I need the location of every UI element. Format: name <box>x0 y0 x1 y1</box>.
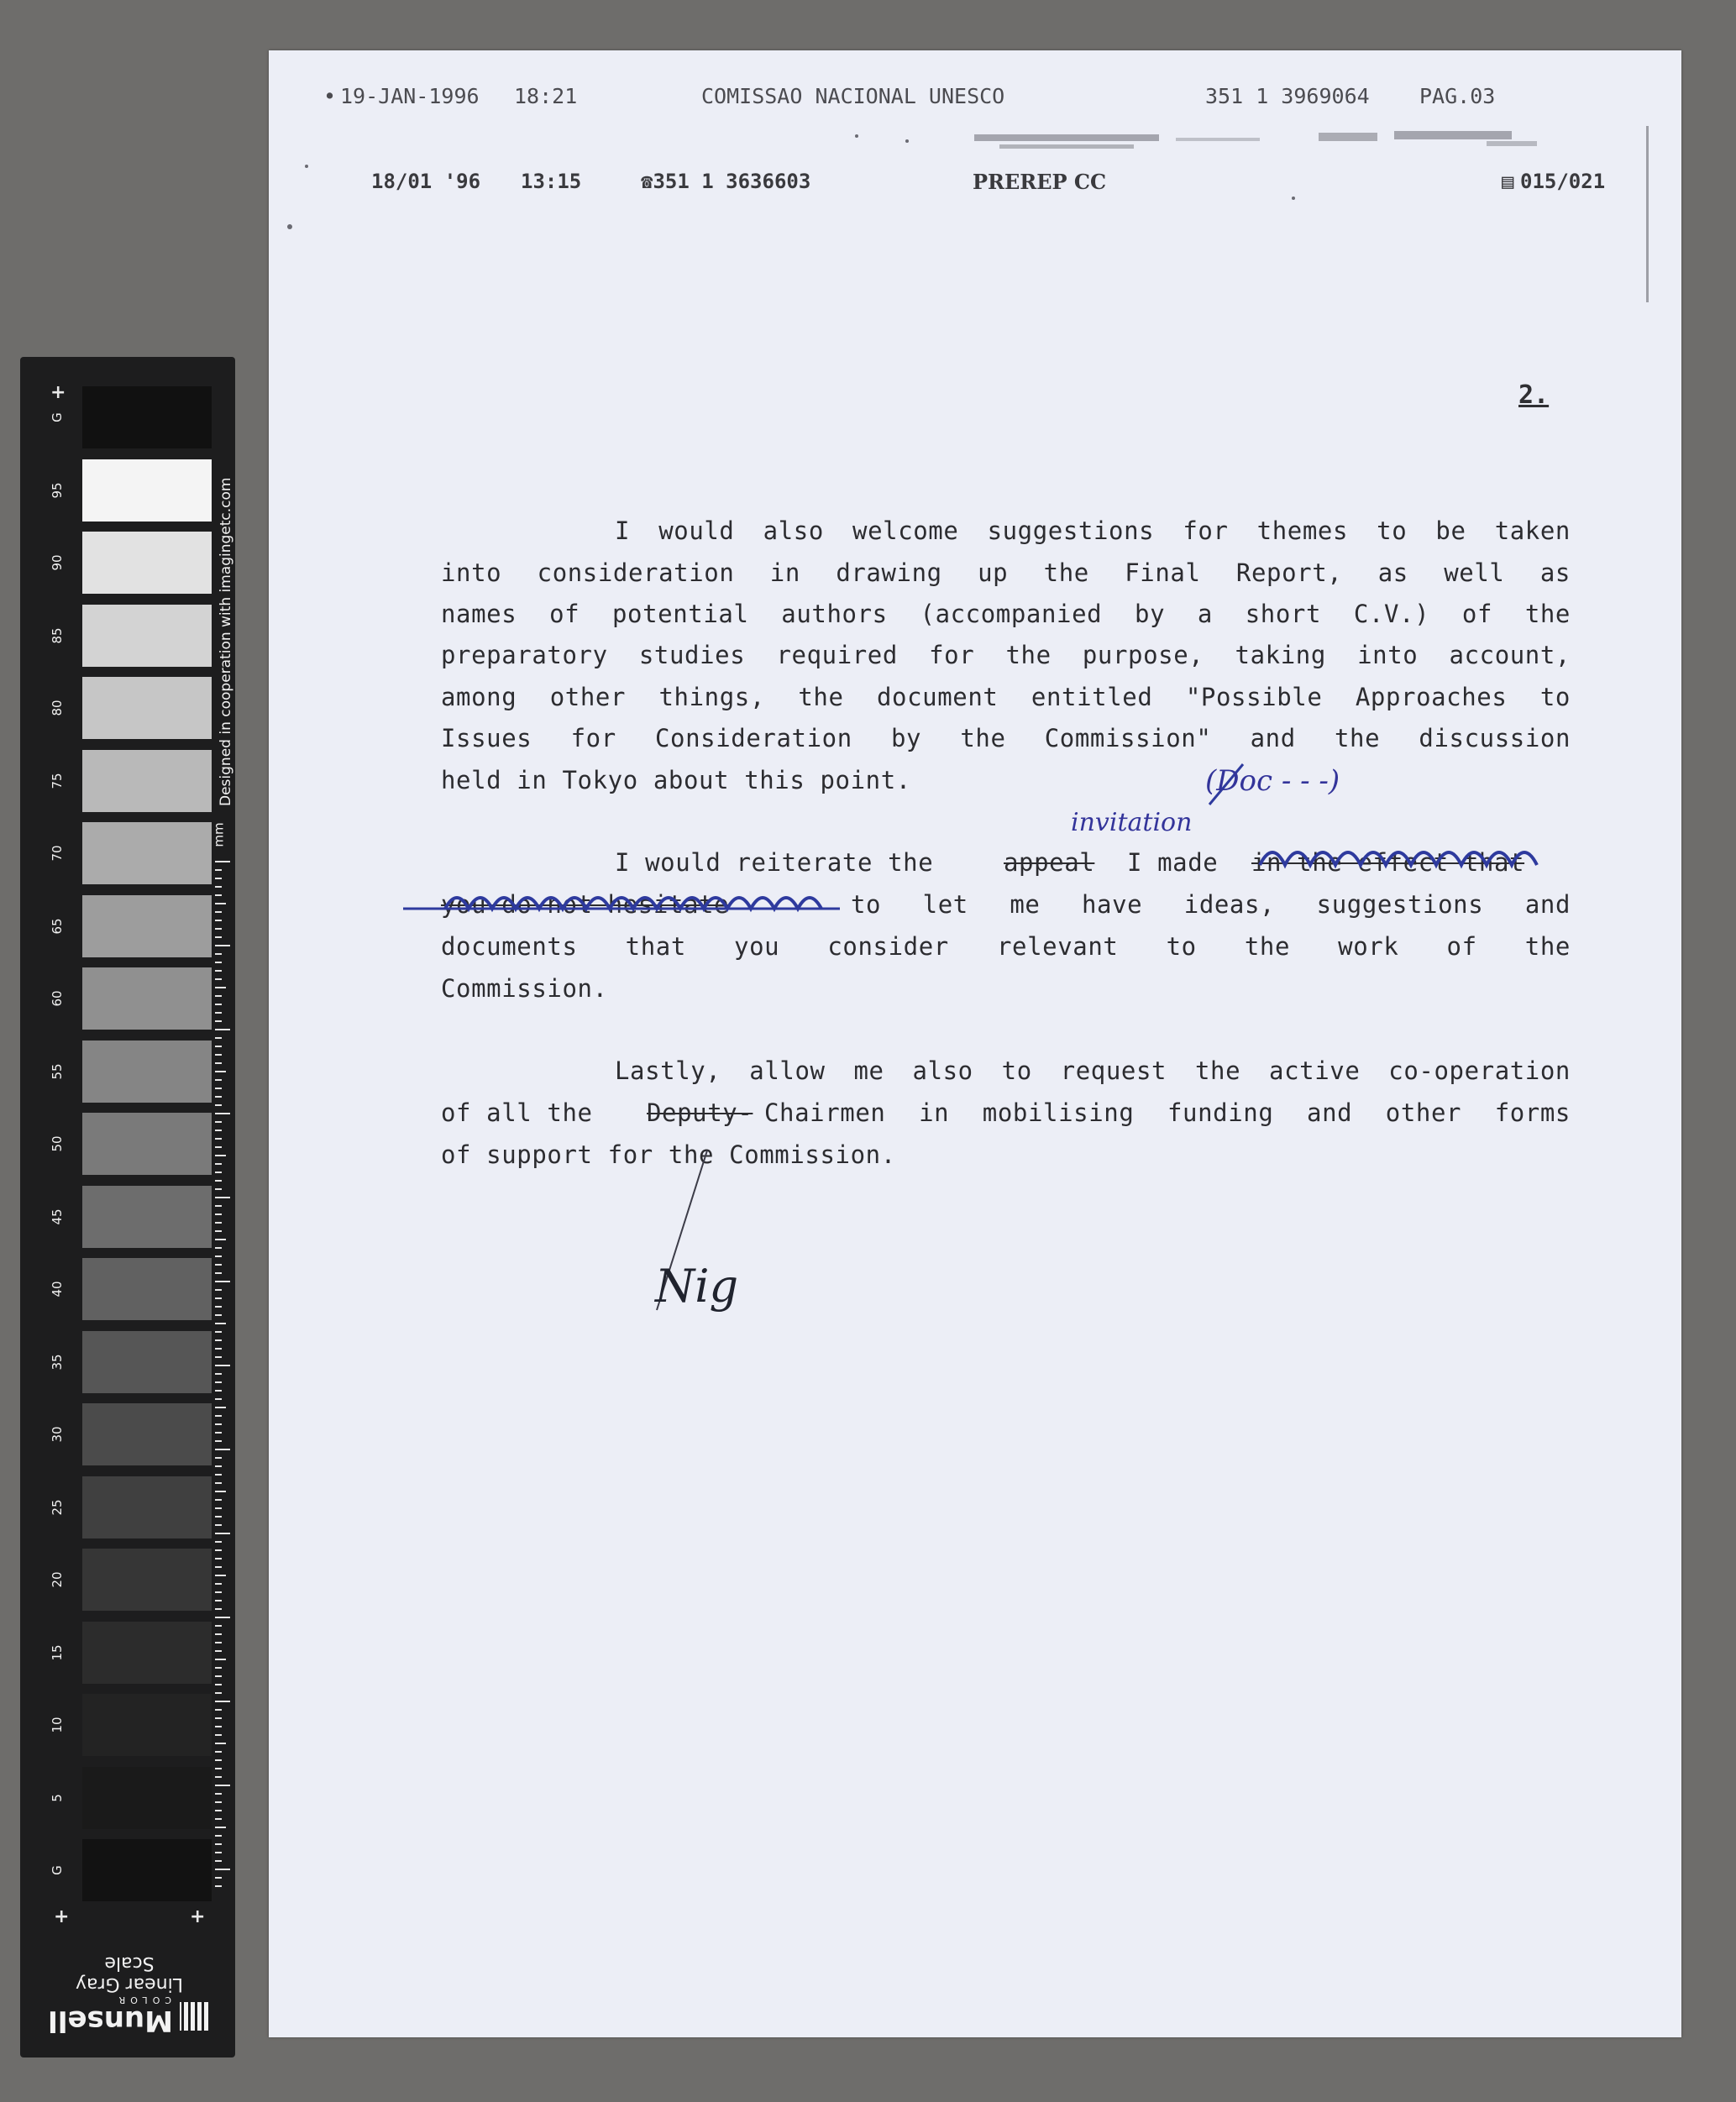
ruler-tick <box>215 1768 222 1769</box>
ruler-tick <box>215 1617 230 1618</box>
header-bullet: • <box>323 84 337 108</box>
paragraph-line-start: of all the <box>441 1098 593 1127</box>
ruler-tick <box>215 1625 222 1627</box>
ruler-tick <box>215 1743 226 1744</box>
ruler-tick <box>215 1079 222 1081</box>
fax-page-indicator: PAG.03 <box>1419 84 1496 108</box>
gray-swatch-label: 35 <box>50 1353 65 1371</box>
paragraph-line: among other things, the document entitled "Possible Approaches to <box>441 683 1571 711</box>
ruler-tick <box>215 1507 222 1509</box>
struck-phrase: you do not hesitate <box>441 890 730 919</box>
ruler-tick <box>215 1877 222 1879</box>
ruler-tick <box>215 1516 222 1518</box>
ruler-tick <box>215 861 230 862</box>
ruler-tick <box>215 1566 222 1568</box>
ruler-tick <box>215 1071 226 1072</box>
ruler-tick <box>215 1222 222 1224</box>
handwritten-bracket-note: (Doc - - -) <box>1205 764 1340 798</box>
ruler-tick <box>215 1541 222 1543</box>
scribble-strike <box>1260 852 1537 865</box>
ruler-tick <box>215 970 222 972</box>
ruler-tick <box>215 1398 222 1400</box>
plus-mark: + <box>50 382 66 403</box>
paragraph-line: documents that you consider relevant to the work of the <box>441 932 1571 961</box>
ruler-tick <box>215 1659 226 1660</box>
ruler-unit-label: mm <box>211 822 227 847</box>
ruler-tick <box>215 978 222 980</box>
ruler-tick <box>215 1423 222 1425</box>
gray-swatch-label: 60 <box>50 990 65 1007</box>
struck-phrase: in the effect that <box>1251 848 1525 877</box>
paragraph-line: preparatory studies required for the purpose, taking into account, <box>441 641 1571 669</box>
fax-phone: 351 1 3969064 <box>1205 84 1370 108</box>
plus-mark: + <box>54 1906 70 1927</box>
ruler-tick <box>215 1701 230 1702</box>
ruler-tick <box>215 1297 222 1299</box>
paragraph-line: held in Tokyo about this point. <box>441 766 911 794</box>
gray-swatch <box>82 967 212 1030</box>
ruler-tick <box>215 1390 222 1392</box>
paragraph-line: I would also welcome suggestions for themes to be taken <box>615 516 1571 545</box>
ruler-tick <box>215 1331 222 1333</box>
ruler-tick <box>215 1213 222 1215</box>
ruler-tick <box>215 1146 222 1148</box>
ruler-tick <box>215 1062 222 1064</box>
ruler-tick <box>215 928 222 930</box>
gray-scale-title: Linear Gray Scale <box>76 1953 183 1995</box>
ruler-tick <box>215 936 222 938</box>
ruler-tick <box>215 1440 222 1442</box>
gray-swatch-label: 5 <box>50 1793 65 1802</box>
ruler-tick <box>215 1230 222 1232</box>
ruler-tick <box>215 1037 222 1039</box>
gray-swatch-label: G <box>50 1865 65 1875</box>
paragraph-line: Chairmen in mobilising funding and other forms <box>764 1098 1571 1127</box>
ruler-tick <box>215 945 230 946</box>
ruler-tick <box>215 1869 230 1870</box>
ruler-tick <box>215 1818 222 1820</box>
page-number: 2. <box>1518 380 1550 410</box>
ruler-tick <box>215 1575 226 1576</box>
ruler-tick <box>215 894 222 896</box>
ruler-tick <box>215 1642 222 1643</box>
ruler-tick <box>215 1272 222 1274</box>
ruler-tick <box>215 1759 222 1761</box>
ruler-tick <box>215 1348 222 1350</box>
gray-swatch <box>82 459 212 522</box>
mm-ruler <box>215 861 232 1890</box>
munsell-color-word: COLOR <box>113 1995 171 2005</box>
ruler-tick <box>215 1751 222 1753</box>
fax-date: 19-JAN-1996 <box>340 84 480 108</box>
ruler-tick <box>215 1465 222 1467</box>
gray-swatch <box>82 1403 212 1465</box>
paragraph-line-mid: I made <box>1127 848 1219 877</box>
ruler-tick <box>215 953 222 955</box>
gray-swatch-label: 30 <box>50 1426 65 1443</box>
fax-time: 18:21 <box>514 84 578 108</box>
gray-swatch <box>82 1767 212 1829</box>
fax-sender-2: PREREP CC <box>973 170 1107 194</box>
gray-swatch <box>82 1549 212 1611</box>
ruler-tick <box>215 1381 222 1383</box>
gray-swatch <box>82 677 212 739</box>
gray-swatch <box>82 1694 212 1756</box>
ruler-tick <box>215 1197 230 1198</box>
gray-swatch-label: 75 <box>50 772 65 789</box>
gray-swatch-label: 95 <box>50 481 65 499</box>
plus-mark: + <box>190 1906 206 1927</box>
ruler-tick <box>215 1020 222 1022</box>
ruler-tick <box>215 1130 222 1131</box>
gray-swatch-label: 15 <box>50 1643 65 1661</box>
ruler-tick <box>215 878 222 879</box>
paragraph-line: into consideration in drawing up the Final Report, as well as <box>441 558 1571 587</box>
handwritten-insertion: invitation <box>1071 808 1193 837</box>
gray-swatch-label: 50 <box>50 1135 65 1152</box>
gray-swatch <box>82 1041 212 1103</box>
ruler-tick <box>215 1860 222 1862</box>
struck-word: Deputy- <box>647 1098 753 1127</box>
gray-swatch-label: 90 <box>50 554 65 571</box>
ruler-tick <box>215 962 222 963</box>
ruler-tick <box>215 987 226 988</box>
ruler-tick <box>215 1591 222 1593</box>
gray-swatch-label: 80 <box>50 700 65 716</box>
ruler-tick <box>215 1499 222 1501</box>
gray-swatch-label: 10 <box>50 1717 65 1733</box>
ruler-tick <box>215 1239 226 1240</box>
ruler-tick <box>215 1054 222 1056</box>
ruler-tick <box>215 1172 222 1173</box>
ruler-tick <box>215 1264 222 1266</box>
paragraph-line: names of potential authors (accompanied by a short C.V.) of the <box>441 600 1571 628</box>
ruler-tick <box>215 1323 226 1324</box>
gray-swatch <box>82 1331 212 1393</box>
gray-swatch <box>82 1258 212 1320</box>
fax-page-icon: ▤ <box>1502 170 1514 193</box>
paragraph-line: Issues for Consideration by the Commission" and the discussion <box>441 724 1571 752</box>
gray-swatch-label: G <box>50 412 65 422</box>
ruler-tick <box>215 1088 222 1089</box>
ruler-tick <box>215 1012 222 1014</box>
ruler-tick <box>215 1684 222 1685</box>
fax-time-2: 13:15 <box>521 170 582 193</box>
paragraph-line: to let me have ideas, suggestions and <box>851 890 1571 919</box>
gray-swatch-label: 40 <box>50 1281 65 1297</box>
paragraph-line: Lastly, allow me also to request the active co-operation <box>615 1056 1571 1085</box>
ruler-tick <box>215 1180 222 1182</box>
gray-swatch <box>82 605 212 667</box>
ruler-tick <box>215 1188 222 1190</box>
gray-swatch-label: 20 <box>50 1571 65 1588</box>
ruler-tick <box>215 920 222 921</box>
ruler-tick <box>215 1314 222 1316</box>
struck-word: appeal <box>1004 848 1095 877</box>
ruler-tick <box>215 1407 226 1408</box>
gray-swatch <box>82 386 212 448</box>
scribble-strike <box>445 898 821 909</box>
ruler-tick <box>215 1692 222 1694</box>
gray-swatch <box>82 895 212 957</box>
designed-in-cooperation-text: Designed in cooperation with imagingetc.com <box>218 477 234 806</box>
gray-swatch-label: 45 <box>50 1208 65 1225</box>
gray-swatch <box>82 1839 212 1901</box>
ruler-tick <box>215 1717 222 1719</box>
ruler-tick <box>215 886 222 888</box>
ruler-tick <box>215 869 222 871</box>
gray-scale-card <box>20 357 235 2057</box>
gray-swatch-label: 55 <box>50 1062 65 1080</box>
ruler-tick <box>215 903 226 904</box>
ruler-tick <box>215 1675 222 1677</box>
munsell-grid-icon <box>180 2002 208 2031</box>
ruler-tick <box>215 1356 222 1358</box>
gray-swatch <box>82 1113 212 1175</box>
ruler-tick <box>215 1633 222 1635</box>
gray-swatch <box>82 532 212 594</box>
paragraph-line: Commission. <box>441 974 608 1003</box>
ruler-tick <box>215 1163 222 1165</box>
ruler-tick <box>215 1852 222 1853</box>
ruler-tick <box>215 1835 222 1837</box>
ruler-tick <box>215 1155 226 1156</box>
ruler-tick <box>215 1667 222 1669</box>
ruler-tick <box>215 1524 222 1526</box>
ruler-tick <box>215 1843 222 1845</box>
ruler-tick <box>215 1709 222 1711</box>
fax-phone-2: ☎351 1 3636603 <box>641 170 811 193</box>
ruler-tick <box>215 1482 222 1484</box>
ruler-tick <box>215 1449 230 1450</box>
gray-swatch-label: 25 <box>50 1498 65 1516</box>
ruler-tick <box>215 1474 222 1476</box>
ruler-tick <box>215 1096 222 1098</box>
ruler-tick <box>215 1457 222 1459</box>
ruler-tick <box>215 1776 222 1778</box>
ruler-tick <box>215 1046 222 1047</box>
ruler-tick <box>215 1205 222 1207</box>
ruler-tick <box>215 1247 222 1249</box>
ruler-tick <box>215 1432 222 1434</box>
ruler-tick <box>215 1491 226 1492</box>
ruler-tick <box>215 1339 222 1341</box>
ruler-tick <box>215 1583 222 1585</box>
ruler-tick <box>215 1415 222 1417</box>
ruler-tick <box>215 1793 222 1795</box>
ruler-tick <box>215 1373 222 1375</box>
paragraph-line: of support for the Commission. <box>441 1140 896 1169</box>
ruler-tick <box>215 1810 222 1811</box>
ruler-tick <box>215 1255 222 1257</box>
paragraph-line-start: I would reiterate the <box>615 848 934 877</box>
ruler-tick <box>215 911 222 913</box>
ruler-tick <box>215 1558 222 1559</box>
ruler-tick <box>215 1004 222 1005</box>
ruler-tick <box>215 1650 222 1652</box>
ruler-tick <box>215 1533 230 1534</box>
gray-swatch-label: 65 <box>50 917 65 935</box>
ruler-tick <box>215 1726 222 1727</box>
ruler-tick <box>215 1608 222 1610</box>
munsell-wordmark: Munsell <box>48 2004 173 2037</box>
gray-swatch-label: 70 <box>50 845 65 862</box>
gray-swatch <box>82 822 212 884</box>
ruler-tick <box>215 1138 222 1140</box>
gray-swatch-label: 85 <box>50 626 65 644</box>
ruler-tick <box>215 1121 222 1123</box>
ruler-tick <box>215 1827 226 1828</box>
ruler-tick <box>215 1029 230 1030</box>
ruler-tick <box>215 1104 222 1106</box>
ruler-tick <box>215 1113 230 1114</box>
ruler-tick <box>215 1600 222 1601</box>
handwritten-initials: Nig <box>655 1260 739 1313</box>
handwritten-annotations <box>269 50 1681 1394</box>
ruler-tick <box>215 1885 222 1887</box>
fax-page-indicator-2: 015/021 <box>1520 170 1606 193</box>
fax-sender: COMISSAO NACIONAL UNESCO <box>701 84 1005 108</box>
fax-date-2: 18/01 '96 <box>371 170 481 193</box>
munsell-logo <box>48 1990 213 2041</box>
gray-swatch <box>82 1186 212 1248</box>
ruler-tick <box>215 1289 222 1291</box>
ruler-tick <box>215 1281 230 1282</box>
ruler-tick <box>215 1734 222 1736</box>
ruler-tick <box>215 995 222 997</box>
fax-page <box>269 50 1681 2037</box>
gray-swatch <box>82 1622 212 1684</box>
ruler-tick <box>215 1365 230 1366</box>
ruler-tick <box>215 1306 222 1308</box>
gray-swatch <box>82 1476 212 1538</box>
gray-swatch <box>82 750 212 812</box>
ruler-tick <box>215 1801 222 1803</box>
ruler-tick <box>215 1785 230 1786</box>
ruler-tick <box>215 1549 222 1551</box>
